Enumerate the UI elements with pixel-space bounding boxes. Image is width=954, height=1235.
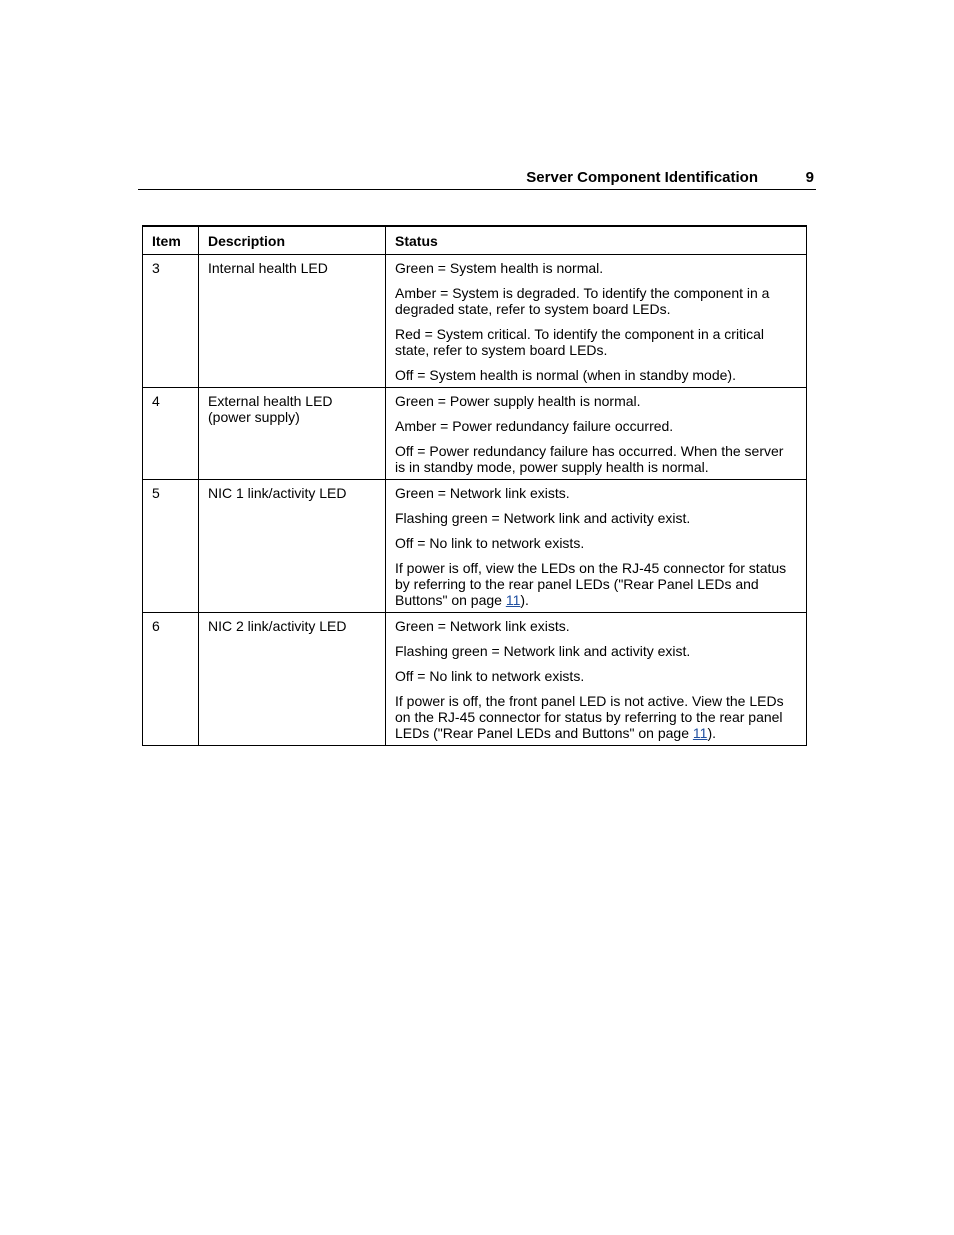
description-cell: NIC 2 link/activity LED [199,613,386,746]
item-cell: 4 [143,388,199,480]
status-cell [386,480,807,613]
description-cell: NIC 1 link/activity LED [199,480,386,613]
status-line: Off = System health is normal (when in standby mode). [395,367,736,383]
status-text-end: ). [520,592,529,608]
status-line: Green = System health is normal. [395,260,604,276]
status-line: Off = Power redundancy failure has occurred. When the server is in standby mode, power supply health is normal. [395,443,784,475]
status-line: Green = Power supply health is normal. [395,393,641,409]
status-cell [386,255,807,388]
column-header-item: Item [143,226,199,255]
status-line: Flashing green = Network link and activity exist. [395,643,691,659]
status-line: Amber = System is degraded. To identify the component in a degraded state, refer to system board LEDs. [395,285,770,317]
item-cell: 3 [143,255,199,388]
page-reference-link[interactable]: 11 [692,725,708,741]
status-line: Green = Network link exists. [395,618,570,634]
status-cell [386,613,807,746]
description-cell: External health LED (power supply) [199,388,386,480]
status-line-with-link [395,560,797,608]
status-line: Green = Network link exists. [395,485,570,501]
column-header-status: Status [386,226,807,255]
status-line: Flashing green = Network link and activity exist. [395,510,691,526]
item-cell: 5 [143,480,199,613]
page-reference-link[interactable]: 11 [505,592,521,608]
item-cell: 6 [143,613,199,746]
table-row [143,255,807,388]
led-status-table [142,225,807,746]
status-line: Off = No link to network exists. [395,535,585,551]
status-line-with-link [395,693,797,741]
status-text: If power is off, view the LEDs on the RJ-45 connector for status by referring to the rear panel LEDs ("Rear Panel LEDs and Buttons" on page [395,560,787,608]
status-text-end: ). [707,725,716,741]
page-title: Server Component Identification [526,169,758,186]
status-line: Red = System critical. To identify the component in a critical state, refer to system board LEDs. [395,326,764,358]
status-text: If power is off, the front panel LED is not active. View the LEDs on the RJ-45 connector for status by referring to the rear panel LEDs ("Rear Panel LEDs and Buttons" on page [395,693,784,741]
table-row [143,613,807,746]
description-cell: Internal health LED [199,255,386,388]
column-header-description: Description [199,226,386,255]
table-header-row [143,226,807,255]
page-header [138,168,816,190]
page-number: 9 [805,169,814,186]
table-row [143,388,807,480]
status-line: Amber = Power redundancy failure occurred. [395,418,674,434]
status-line: Off = No link to network exists. [395,668,585,684]
status-cell [386,388,807,480]
table-row [143,480,807,613]
